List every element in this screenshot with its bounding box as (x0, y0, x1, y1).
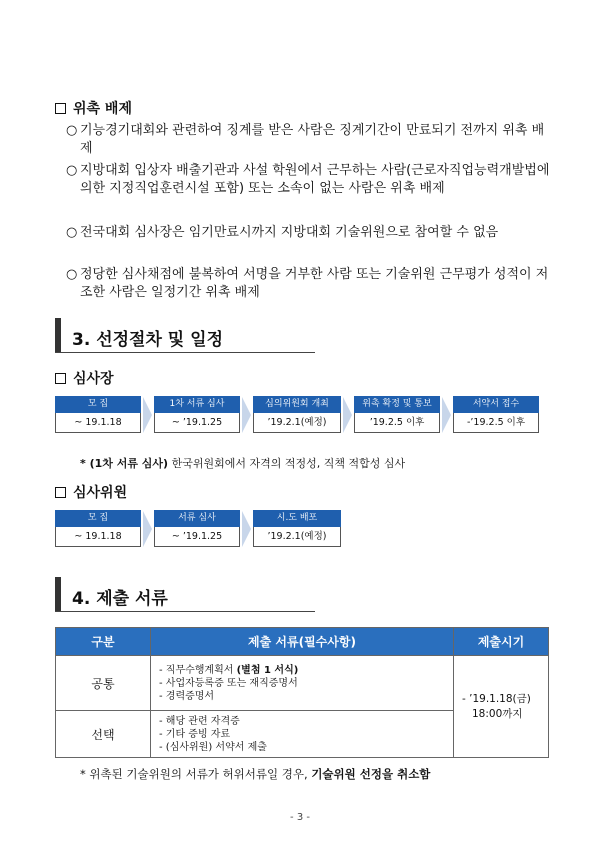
flow-arrow-icon (242, 511, 251, 547)
table-row: 공통 - 직무수행계획서 (별첨 1 서식) - 사업자등록증 또는 재직증명서 - 경력증명서 - ’19.1.18(금) 18:00까지 (56, 656, 549, 711)
section-4-underline (55, 611, 315, 612)
exclusion-item-2: ○ 지방대회 입상자 배출기관과 사설 학원에서 근무하는 사람(근로자직업능력개발법에 의한 지정직업훈련시설 포함) 또는 소속이 없는 사람은 위촉 배제 (66, 163, 550, 196)
flow-step-committee: 심의위원회 개최 ’19.2.1(예정) (253, 396, 341, 433)
page-number: - 3 - (290, 812, 310, 823)
section-4-bar (55, 577, 61, 611)
submission-deadline: - ’19.1.18(금) 18:00까지 (454, 656, 549, 758)
optional-documents: - 해당 관련 자격증 - 기타 증빙 자료 - (심사위원) 서약서 제출 (151, 711, 454, 758)
table-row: 선택 - 해당 관련 자격증 - 기타 증빙 자료 - (심사위원) 서약서 제출 (56, 711, 549, 758)
footnote: * 위촉된 기술위원의 서류가 허위서류일 경우, 기술위원 선정을 취소함 (80, 767, 431, 781)
checkbox-square-icon (55, 373, 66, 384)
common-documents: - 직무수행계획서 (별첨 1 서식) - 사업자등록증 또는 재직증명서 - 경력증명서 (151, 656, 454, 711)
flow-arrow-icon (242, 397, 251, 433)
flow-arrow-icon (143, 397, 152, 433)
judge-chief-note: * (1차 서류 심사) 한국위원회에서 자격의 적정성, 직책 적합성 심사 (80, 457, 406, 470)
flow-step-distribution: 시.도 배포 ’19.2.1(예정) (253, 510, 341, 547)
flow-step-pledge: 서약서 접수 -’19.2.5 이후 (453, 396, 539, 433)
table-header-row: 구분 제출 서류(필수사항) 제출시기 (56, 628, 549, 656)
judge-chief-heading: 심사장 (55, 368, 114, 388)
section-4-title: 4. 제출 서류 (72, 589, 168, 609)
exclusion-heading: 위촉 배제 (55, 98, 132, 118)
exclusion-item-4: ○ 정당한 심사채점에 불복하여 서명을 거부한 사람 또는 기술위원 근무평가 성적이 저조한 사람은 일정기간 위촉 배제 (66, 267, 549, 300)
submission-documents-table (55, 627, 549, 758)
flow-arrow-icon (442, 397, 451, 433)
flow-arrow-icon (143, 511, 152, 547)
flow-step-recruit: 모 집 ~ 19.1.18 (55, 396, 141, 433)
section-3-underline (55, 352, 315, 353)
flow-arrow-icon (343, 397, 352, 433)
judge-member-heading: 심사위원 (55, 482, 127, 502)
exclusion-item-1: ○ 기능경기대회와 관련하여 징계를 받은 사람은 징계기간이 만료되기 전까지 위촉 배제 (66, 123, 545, 156)
checkbox-square-icon (55, 487, 66, 498)
flow-step-confirm: 위촉 확정 및 통보 ’19.2.5 이후 (354, 396, 440, 433)
flow-step-document-review: 서류 심사 ~ ’19.1.25 (154, 510, 240, 547)
checkbox-square-icon (55, 103, 66, 114)
flow-step-first-review: 1차 서류 심사 ~ ’19.1.25 (154, 396, 240, 433)
section-3-title: 3. 선정절차 및 일정 (72, 330, 223, 350)
section-3-bar (55, 318, 61, 352)
flow-step-recruit: 모 집 ~ 19.1.18 (55, 510, 141, 547)
exclusion-item-3: ○ 전국대회 심사장은 임기만료시까지 지방대회 기술위원으로 참여할 수 없음 (66, 225, 499, 240)
